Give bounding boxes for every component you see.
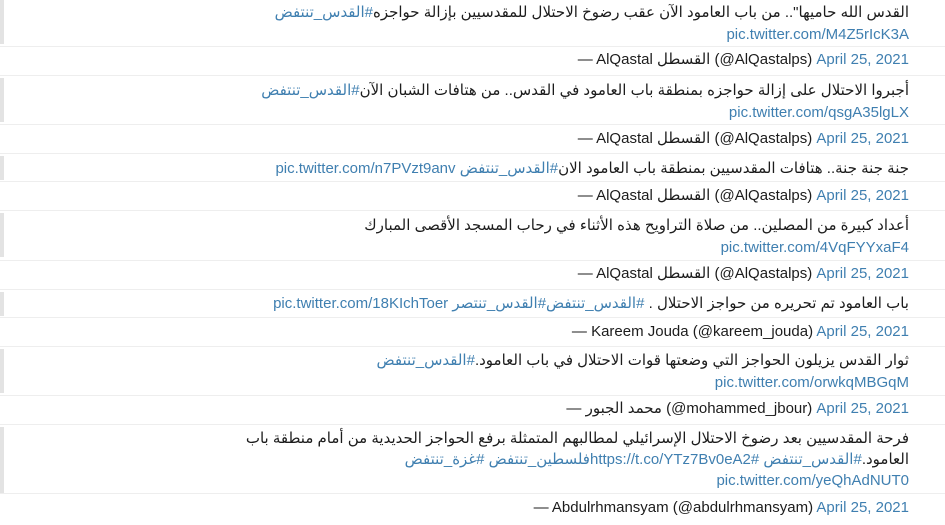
tweet-body-cont: العامود. [861,451,909,468]
divider [0,395,945,396]
quote-bar [0,349,4,393]
pic-link[interactable]: pic.twitter.com/orwkqMBGqM [714,374,909,391]
pic-link[interactable]: pic.twitter.com/18KIchToer [273,295,449,312]
tweet-body: ثوار القدس يزيلون الحواجز التي وضعتها قوات الاحتلال في باب العامود. [474,352,909,369]
quote-bar [0,0,4,44]
tweet-text [40,350,909,372]
tweet-text [40,428,909,450]
tweet-body: أجبروا الاحتلال على إزالة حواجزه بمنطقة باب العامود في القدس.. من هتافات الشبان الآن [359,82,909,99]
tweet-body: باب العامود تم تحريره من حواجز الاحتلال . [648,295,909,312]
author-name: محمد الجبور (@mohammed_jbour) [585,400,813,417]
url-link[interactable]: https://t.co/YTz7Bv0eA2 [589,451,751,468]
date-link[interactable]: April 25, 2021 [816,51,909,68]
em-dash: — [566,400,582,417]
tweet-signature [572,321,909,343]
pic-link-row [40,470,909,492]
hashtag-link[interactable]: #القدس_تنتفض [459,160,559,177]
divider [0,124,945,125]
divider [0,75,945,76]
pic-link[interactable]: pic.twitter.com/qsgA35lgLX [728,104,909,121]
date-link[interactable]: April 25, 2021 [816,187,909,204]
pic-link-row [40,237,909,259]
tweet-text [40,2,909,24]
quote-bar [0,78,4,122]
date-link[interactable]: April 25, 2021 [816,265,909,282]
em-dash: — [533,499,549,516]
pic-link-row [40,24,909,46]
date-link[interactable]: April 25, 2021 [816,323,909,340]
em-dash: — [571,323,587,340]
author-name: Abdulrhmansyam (@abdulrhmansyam) [551,499,814,516]
tweet-body: جنة جنة جنة.. هتافات المقدسيين بمنطقة باب العامود الان [558,160,909,177]
date-link[interactable]: April 25, 2021 [816,499,909,516]
quote-bar [0,427,4,493]
tweet-body: القدس الله حاميها".. من باب العامود الآن عقب رضوخ الاحتلال للمقدسيين بإزالة حواجزه [372,4,909,21]
em-dash: — [577,51,593,68]
hashtag-link[interactable]: #القدس_تنتفض [763,451,862,468]
tweet-signature [578,263,909,285]
divider [0,424,945,425]
quote-bar [0,156,4,180]
pic-link[interactable]: pic.twitter.com/yeQhAdNUT0 [716,472,909,489]
tweet-text [40,80,909,102]
tweet-text-line2 [40,449,909,471]
divider [0,260,945,261]
divider [0,346,945,347]
divider [0,181,945,182]
hashtag-link[interactable]: #القدس_تنتفض#القدس_تنتصر [452,295,645,312]
pic-link-row [40,102,909,124]
pic-link[interactable]: pic.twitter.com/n7PVzt9anv [275,160,456,177]
pic-link[interactable]: pic.twitter.com/M4Z5rIcK3A [726,26,909,43]
tweet-body: أعداد كبيرة من المصلين.. من صلاة التراويح هذه الأثناء في رحاب المسجد الأقصى المبارك [364,217,909,234]
divider [0,289,945,290]
hashtag-link[interactable]: #القدس_تنتفض [376,352,475,369]
hashtag-link[interactable]: #القدس_تنتفض [261,82,360,99]
author-name: AlQastal القسطل (@AlQastalps) [596,187,813,204]
author-name: AlQastal القسطل (@AlQastalps) [596,130,813,147]
tweet-signature [578,49,909,71]
tweet-text [40,293,909,315]
pic-link[interactable]: pic.twitter.com/4VqFYYxaF4 [720,239,909,256]
date-link[interactable]: April 25, 2021 [816,130,909,147]
author-name: AlQastal القسطل (@AlQastalps) [596,51,813,68]
tweet-signature [534,497,909,519]
tweet-signature [578,185,909,207]
tweet-signature [566,398,909,420]
author-name: AlQastal القسطل (@AlQastalps) [596,265,813,282]
tweet-text [40,215,909,237]
quote-bar [0,292,4,316]
tweet-text [40,158,909,180]
quote-bar [0,213,4,257]
date-link[interactable]: April 25, 2021 [816,400,909,417]
divider [0,153,945,154]
author-name: Kareem Jouda (@kareem_jouda) [591,323,814,340]
divider [0,493,945,494]
hashtag-link-2[interactable]: #فلسطين_تنتفض #غزة_تنتفض [404,451,760,468]
pic-link-row [40,372,909,394]
hashtag-link[interactable]: #القدس_تنتفض [274,4,373,21]
tweet-body: فرحة المقدسيين بعد رضوخ الاحتلال الإسرائيلي لمطالبهم المتمثلة برفع الحواجز الحديدية من أمام منطقة باب [245,430,909,447]
divider [0,210,945,211]
divider [0,317,945,318]
em-dash: — [577,265,593,282]
em-dash: — [577,130,593,147]
tweet-signature [578,128,909,150]
divider [0,46,945,47]
em-dash: — [577,187,593,204]
